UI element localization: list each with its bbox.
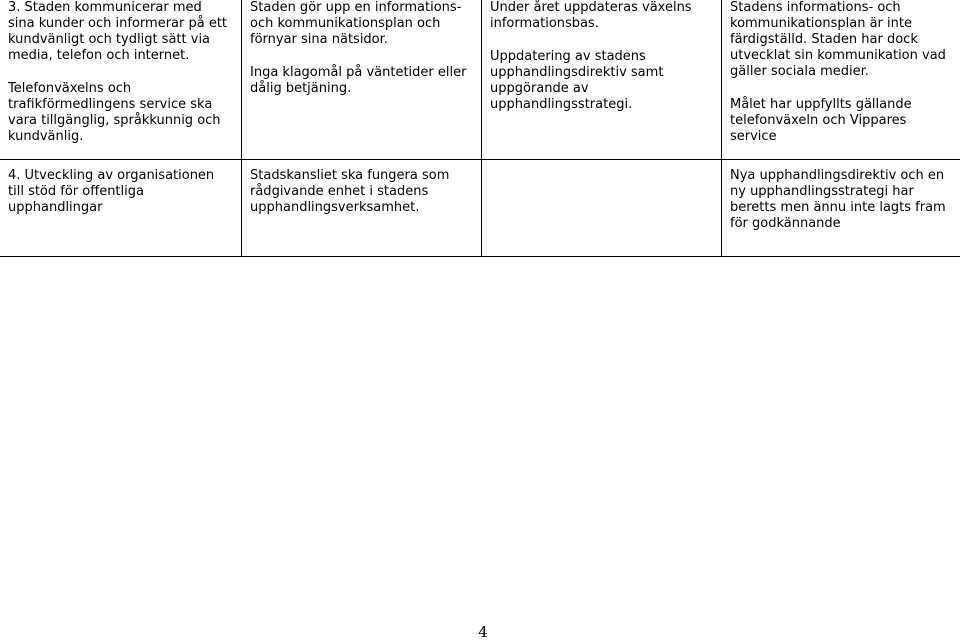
goal-3-measure-cell xyxy=(482,0,722,160)
goals-table xyxy=(0,0,960,257)
goal-3-action-subtext: Inga klagomål på väntetider eller dålig betjäning. xyxy=(250,65,473,97)
goal-4-measure-cell xyxy=(482,160,722,257)
goal-3-outcome-subtext: Målet har uppfyllts gällande telefonväxeln och Vippares service xyxy=(730,97,954,145)
goal-3-measure-text: Under året uppdateras växelns informationsbas. xyxy=(490,0,713,32)
table-row-goal-4 xyxy=(0,160,960,257)
goal-4-objective-text: 4. Utveckling av organisationen till stöd för offentliga upphandlingar xyxy=(8,168,233,216)
goal-3-outcome-text: Stadens informations- och kommunikationsplan är inte färdigställd. Staden har dock utvecklat sin kommunikation vad gäller sociala medier. xyxy=(730,0,954,80)
goal-3-objective-text: 3. Staden kommunicerar med sina kunder och informerar på ett kundvänligt och tydligt sätt via media, telefon och internet. xyxy=(8,0,233,64)
table-row-goal-3 xyxy=(0,0,960,160)
goal-3-measure-subtext: Uppdatering av stadens upphandlingsdirektiv samt uppgörande av upphandlingsstrategi. xyxy=(490,49,713,113)
goal-4-action-text: Stadskansliet ska fungera som rådgivande enhet i stadens upphandlingsverksamhet. xyxy=(250,168,473,216)
goal-3-objective-cell xyxy=(0,0,242,160)
goal-3-action-text: Staden gör upp en informations- och kommunikationsplan och förnyar sina nätsidor. xyxy=(250,0,473,48)
goal-3-outcome-cell xyxy=(722,0,960,160)
goal-4-action-cell xyxy=(242,160,482,257)
goal-3-objective-subtext: Telefonväxelns och trafikförmedlingens service ska vara tillgänglig, språkkunnig och kundvänlig. xyxy=(8,81,233,145)
goal-4-objective-cell xyxy=(0,160,242,257)
goal-3-action-cell xyxy=(242,0,482,160)
goal-4-outcome-cell xyxy=(722,160,960,257)
page-number: 4 xyxy=(0,623,960,641)
goal-4-outcome-text: Nya upphandlingsdirektiv och en ny upphandlingsstrategi har beretts men ännu inte lagts fram för godkännande xyxy=(730,168,954,232)
